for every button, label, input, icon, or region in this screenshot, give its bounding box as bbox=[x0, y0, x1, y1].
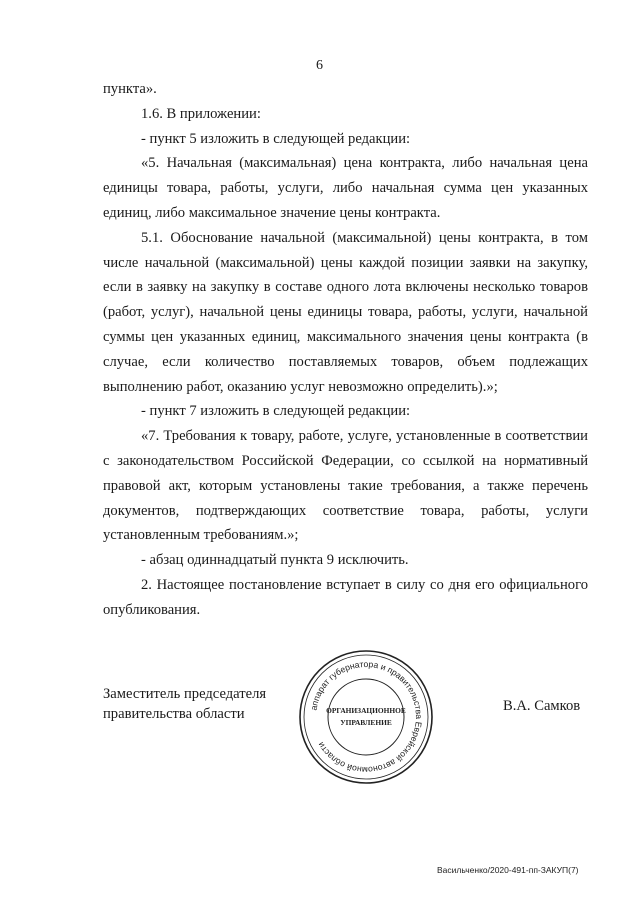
paragraph-point-7: «7. Требования к товару, работе, услуге, установленные в соответствии с законодательством Российской Федерации, со ссылкой на нормативный правовой акт, которым установлены такие требования, а также перечень документов, подтверждающих соответствие товара, работы, услуги установленным требованиям.»; bbox=[103, 428, 588, 544]
paragraph-point-9: - абзац одиннадцатый пункта 9 исключить. bbox=[141, 552, 409, 569]
stamp-ring-text: аппарат губернатора и правительства Еврейской автономной области bbox=[308, 658, 425, 776]
signatory-title-line-1: Заместитель председателя bbox=[103, 686, 267, 702]
signatory-title-line-2: правительства области bbox=[103, 706, 245, 722]
stamp-seal-icon bbox=[296, 647, 436, 787]
document-body bbox=[103, 77, 588, 623]
signatory-title bbox=[103, 684, 266, 724]
signatory-name: В.А. Самков bbox=[503, 698, 581, 714]
paragraph-1-6: 1.6. В приложении: bbox=[141, 105, 261, 122]
paragraph-point-5-1: 5.1. Обоснование начальной (максимальной) цены контракта, в том числе начальной (максимальной) цены каждой позиции заявки на закупку, если в заявку на закупку в составе одного лота включены несколько товаров (работ, услуг), начальной цены единицы товара, работы, услуги, начальной суммы цен указанных единиц, максимального значения цены контракта (в случае, если количество поставляемых товаров, объем подлежащих выполнению работ, оказанию услуг невозможно определить).»; bbox=[103, 229, 588, 395]
stamp-center-line-2: УПРАВЛЕНИЕ bbox=[340, 718, 392, 727]
stamp-center-line-1: ОРГАНИЗАЦИОННОЕ bbox=[326, 706, 406, 715]
paragraph-point-5: «5. Начальная (максимальная) цена контракта, либо начальная цена единицы товара, работы, услуги, либо начальная сумма цен указанных единиц, либо максимальное значение цены контракта. bbox=[103, 155, 588, 221]
paragraph-point-7-intro: - пункт 7 изложить в следующей редакции: bbox=[141, 403, 411, 420]
document-code: Васильченко/2020-491-пп-ЗАКУП(7) bbox=[437, 865, 579, 875]
page-number: 6 bbox=[316, 58, 323, 73]
paragraph-point-5-intro: - пункт 5 изложить в следующей редакции: bbox=[141, 130, 411, 147]
paragraph-effective-date: 2. Настоящее постановление вступает в силу со дня его официального опубликования. bbox=[103, 576, 588, 618]
official-stamp bbox=[296, 647, 436, 787]
paragraph-continuation: пункта». bbox=[103, 81, 157, 97]
